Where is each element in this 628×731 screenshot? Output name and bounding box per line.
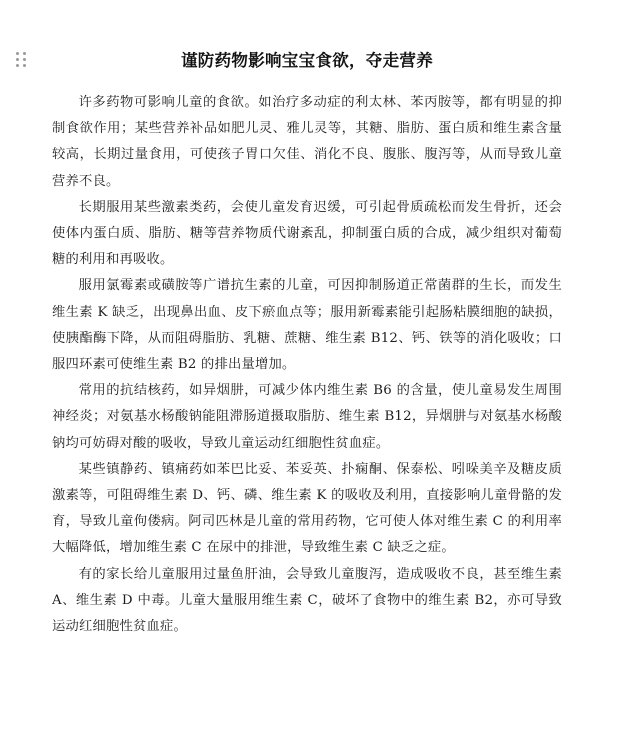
drag-handle-icon[interactable]: [16, 52, 28, 68]
paragraph-1: 许多药物可影响儿童的食欲。如治疗多动症的利太林、苯丙胺等，都有明显的抑制食欲作用；某些营养补品如肥儿灵、雅儿灵等，其糖、脂肪、蛋白质和维生素含量较高，长期过量食用，可使孩子胃口欠佳、消化不良、腹胀、腹泻等，从而导致儿童营养不良。: [52, 95, 562, 189]
paragraph-6: 有的家长给儿童服用过量鱼肝油，会导致儿童腹泻，造成吸收不良，甚至维生素 A、维生素 D 中毒。儿童大量服用维生素 C，破坏了食物中的维生素 B2，亦可导致运动红细胞性贫血症。: [52, 566, 562, 635]
paragraph-4: 常用的抗结核药，如异烟肼，可减少体内维生素 B6 的含量，使儿童易发生周围神经炎；对氨基水杨酸钠能阻滞肠道摄取脂肪、维生素 B12，异烟肼与对氨基水杨酸钠均可妨碍对酸的吸收，导致儿童运动红细胞性贫血症。: [52, 383, 562, 451]
paragraph-2: 长期服用某些激素类药，会使儿童发育迟缓，可引起骨质疏松而发生骨折，还会使体内蛋白质、脂肪、糖等营养物质代谢紊乱，抑制蛋白质的合成，减少组织对葡萄糖的利用和再吸收。: [52, 199, 562, 268]
paragraph-5: 某些镇静药、镇痛药如苯巴比妥、苯妥英、扑痫酮、保泰松、吲哚美辛及糖皮质激素等，可阻碍维生素 D、钙、磷、维生素 K 的吸收及利用，直接影响儿童骨骼的发育，导致儿童佝偻病。阿司匹林是儿童的常用药物，它可使人体对维生素 C 的利用率大幅降低，增加维生素 C 在尿中的排泄，导致维生素 C 缺乏之症。: [52, 461, 562, 556]
paragraph-3: 服用氯霉素或磺胺等广谱抗生素的儿童，可因抑制肠道正常菌群的生长，而发生维生素 K 缺乏，出现鼻出血、皮下瘀血点等；服用新霉素能引起肠粘膜细胞的缺损，使胰酯酶下降，从而阻碍脂肪、乳糖、蔗糖、维生素 B12、钙、铁等的消化吸收；口服四环素可使维生素 B2 的排出量增加。: [52, 278, 562, 373]
page-title: 谨防药物影响宝宝食欲，夺走营养: [181, 51, 433, 70]
document-body: [52, 46, 562, 640]
